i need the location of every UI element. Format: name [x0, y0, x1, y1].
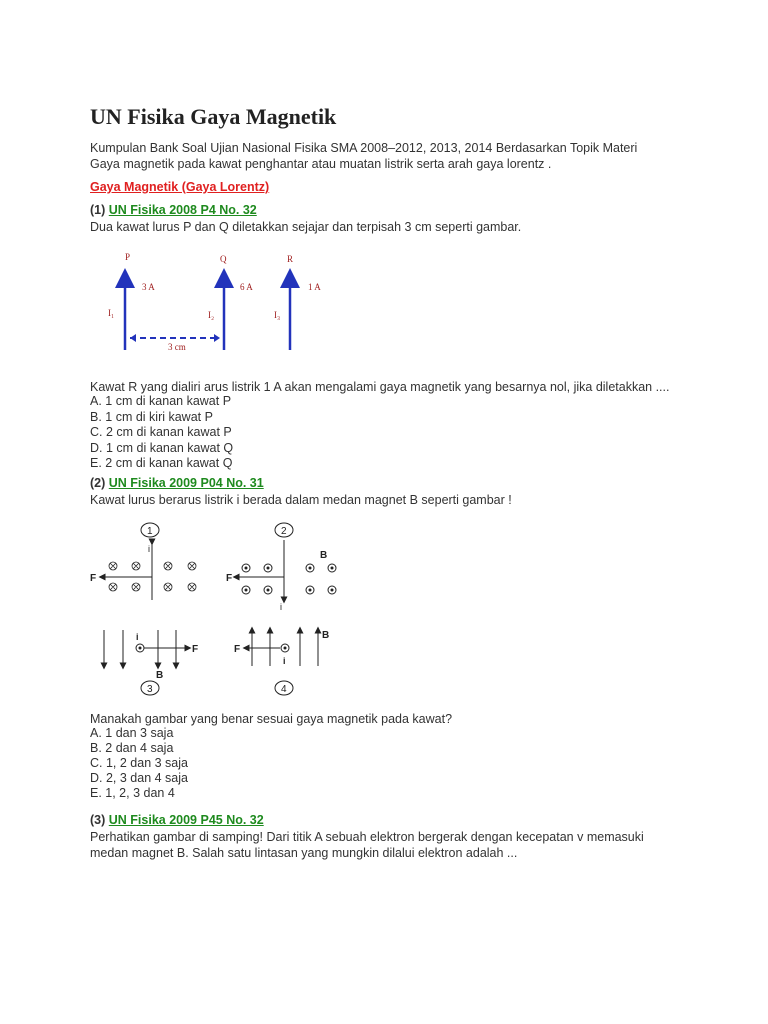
q2-option-a: A. 1 dan 3 saja	[90, 726, 174, 740]
q2-heading	[90, 476, 264, 490]
page-title: UN Fisika Gaya Magnetik	[90, 104, 337, 129]
intro-line-2: Gaya magnetik pada kawat penghantar atau muatan listrik serta arah gaya lorentz .	[90, 157, 552, 171]
p4-force-label: F	[234, 644, 241, 655]
q2-number: (2)	[90, 476, 106, 490]
p1-force-label: F	[90, 573, 97, 584]
p2-current-label: i	[280, 602, 282, 612]
q3-number: (3)	[90, 813, 106, 827]
q1-number: (1)	[90, 203, 106, 217]
q1-option-d: D. 1 cm di kanan kawat Q	[90, 440, 234, 455]
panel-number-3: 3	[147, 684, 153, 695]
current-q: 6 A	[240, 282, 253, 292]
wire-label-r: R	[287, 254, 294, 264]
q3-link[interactable]: UN Fisika 2009 P45 No. 32	[108, 813, 264, 827]
distance-label: 3 cm	[168, 342, 186, 352]
wire-label-q: Q	[220, 254, 227, 264]
p4-field-label: B	[322, 630, 330, 641]
section-link-gaya-lorentz[interactable]: Gaya Magnetik (Gaya Lorentz)	[90, 180, 270, 194]
p2-field-label: B	[320, 550, 328, 561]
q2-options	[90, 726, 188, 801]
wire-label-p: P	[125, 252, 131, 262]
panel-number-4: 4	[281, 684, 287, 695]
q1-option-a: A. 1 cm di kanan kawat P	[90, 394, 232, 408]
q1-question: Kawat R yang dialiri arus listrik 1 A akan mengalami gaya magnetik yang besarnya nol, jika diletakkan ....	[90, 380, 670, 394]
intro-paragraph	[90, 140, 637, 172]
current-p: 3 A	[142, 282, 155, 292]
q2-option-b: B. 2 dan 4 saja	[90, 741, 174, 755]
q1-option-e: E. 2 cm di kanan kawat Q	[90, 456, 233, 470]
panel-number-1: 1	[147, 526, 153, 537]
q2-option-e: E. 1, 2, 3 dan 4	[90, 786, 175, 800]
q3-line-2: medan magnet B. Salah satu lintasan yang mungkin dilalui elektron adalah ...	[90, 846, 518, 860]
q2-link[interactable]: UN Fisika 2009 P04 No. 31	[108, 476, 264, 490]
intro-line-1: Kumpulan Bank Soal Ujian Nasional Fisika SMA 2008–2012, 2013, 2014 Berdasarkan Topik Materi	[90, 141, 638, 155]
q1-stem: Dua kawat lurus P dan Q diletakkan sejajar dan terpisah 3 cm seperti gambar.	[90, 220, 522, 234]
q2-option-c: C. 1, 2 dan 3 saja	[90, 756, 188, 770]
p3-current-label: i	[136, 632, 139, 642]
q2-option-d: D. 2, 3 dan 4 saja	[90, 771, 188, 785]
q1-link[interactable]: UN Fisika 2008 P4 No. 32	[108, 203, 257, 217]
p1-current-label: i	[148, 544, 150, 554]
q1-heading	[90, 203, 257, 217]
q3-heading	[90, 813, 264, 827]
panel-number-2: 2	[281, 526, 287, 537]
p3-field-label: B	[156, 670, 164, 681]
label-i3: I₃	[274, 310, 281, 320]
q2-figure	[88, 518, 348, 698]
q2-question: Manakah gambar yang benar sesuai gaya magnetik pada kawat?	[90, 712, 453, 726]
label-i1: I₁	[108, 308, 115, 318]
p3-force-label: F	[192, 644, 199, 655]
q3-text	[90, 829, 644, 861]
q1-option-b: B. 1 cm di kiri kawat P	[90, 409, 213, 424]
p4-current-label: i	[283, 656, 286, 666]
q2-stem: Kawat lurus berarus listrik i berada dalam medan magnet B seperti gambar !	[90, 493, 512, 507]
label-i2: I₂	[208, 310, 215, 320]
current-r: 1 A	[308, 282, 321, 292]
q1-options	[90, 394, 233, 472]
q3-line-1: Perhatikan gambar di samping! Dari titik A sebuah elektron bergerak dengan kecepatan v memasuki	[90, 830, 644, 844]
q1-figure	[100, 248, 360, 358]
q1-option-c: C. 2 cm di kanan kawat P	[90, 425, 232, 439]
p2-force-label: F	[226, 573, 233, 584]
